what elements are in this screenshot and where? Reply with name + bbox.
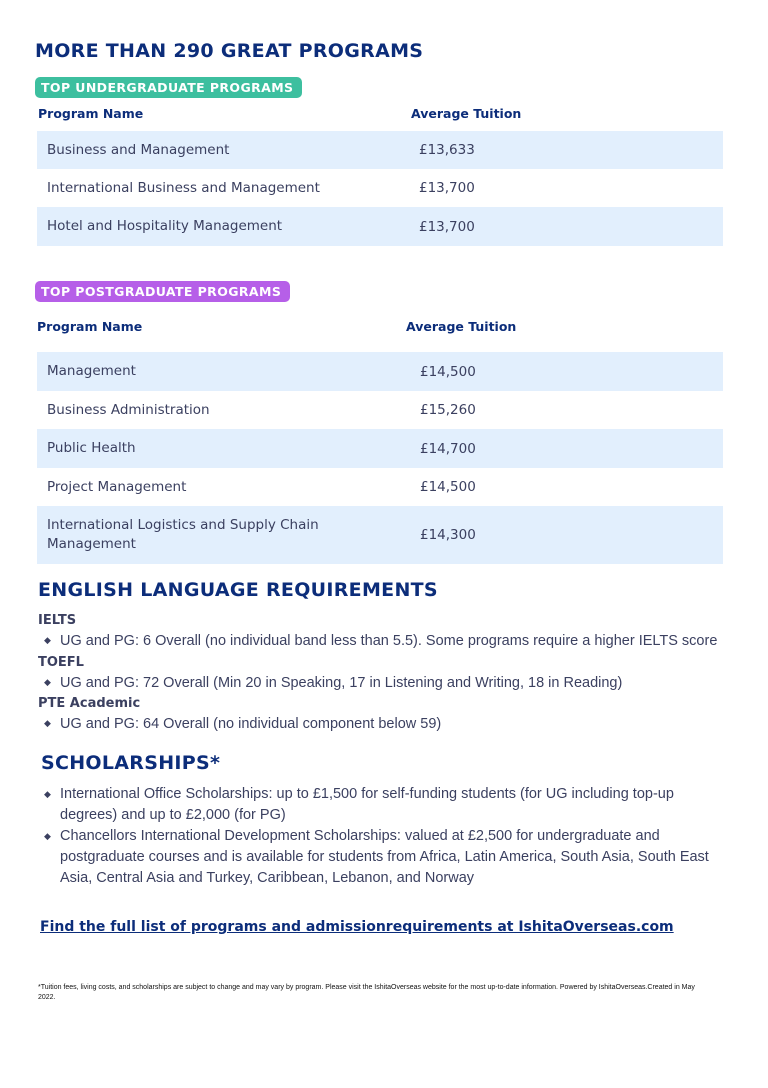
program-fee: £14,300 [420,527,476,543]
bullet-icon: ◆ [44,677,51,687]
list-item: ◆ Chancellors International Development Scholarships: valued at £2,500 for undergraduate and postgraduate courses and is available for students from Africa, Latin America, South Asia, South East Asia, Central Asia and Turkey, Caribbean, Lebanon, and Norway [44,826,724,889]
program-fee: £13,633 [419,142,475,158]
program-name: Project Management [47,478,187,495]
pte-heading: PTE Academic [38,696,141,711]
english-requirements-title: ENGLISH LANGUAGE REQUIREMENTS [38,579,438,601]
program-fee: £14,700 [420,440,476,457]
bullet-icon: ◆ [44,789,51,799]
table-row [37,391,723,429]
program-name: International Business and Management [47,179,320,196]
toefl-detail: ◆ UG and PG: 72 Overall (Min 20 in Speaking, 17 in Listening and Writing, 18 in Reading) [44,675,623,691]
program-fee: £13,700 [419,180,475,196]
ug-column-average-tuition: Average Tuition [411,106,522,121]
table-row [37,506,723,564]
undergraduate-table [37,131,723,246]
table-row [37,352,723,391]
table-row [37,468,723,506]
program-fee: £15,260 [420,402,476,418]
ielts-heading: IELTS [38,613,77,628]
pte-detail: ◆ UG and PG: 64 Overall (no individual component below 59) [44,716,442,732]
postgraduate-badge: TOP POSTGRADUATE PROGRAMS [35,281,290,302]
program-name: Management [47,363,136,379]
toefl-heading: TOEFL [38,655,84,670]
program-fee: £14,500 [420,363,476,380]
ielts-detail: ◆ UG and PG: 6 Overall (no individual band less than 5.5). Some programs require a higher IELTS score [44,633,718,649]
program-name: Business Administration [47,401,210,418]
program-name: Hotel and Hospitality Management [47,218,283,234]
program-name: Public Health [47,440,136,456]
postgraduate-table [37,352,723,564]
scholarships-list [44,784,724,889]
footnote: *Tuition fees, living costs, and scholarships are subject to change and may vary by program. Please visit the IshitaOverseas website for the most up-to-date information. Powered by IshitaOverseas.Created in May 2022. [38,984,695,1001]
full-list-link[interactable]: Find the full list of programs and admissionrequirements at IshitaOverseas.com [40,919,674,935]
program-name: International Logistics and Supply Chain Management [47,517,319,552]
program-fee: £13,700 [419,218,475,235]
pg-column-program-name: Program Name [37,319,143,334]
list-item: ◆ International Office Scholarships: up to £1,500 for self-funding students (for UG including top-up degrees) and up to £2,000 (for PG) [44,784,724,826]
ug-column-program-name: Program Name [38,106,144,121]
program-fee: £14,500 [420,479,476,495]
bullet-icon: ◆ [44,635,51,645]
table-row [37,429,723,468]
pg-column-average-tuition: Average Tuition [406,319,517,334]
bullet-icon: ◆ [44,831,51,841]
table-row [37,169,723,207]
page-title: MORE THAN 290 GREAT PROGRAMS [35,40,424,62]
undergraduate-badge: TOP UNDERGRADUATE PROGRAMS [35,77,302,98]
program-name: Business and Management [47,141,230,158]
table-row [37,207,723,246]
table-row [37,131,723,169]
bullet-icon: ◆ [44,718,51,728]
scholarships-title: SCHOLARSHIPS* [41,752,221,774]
